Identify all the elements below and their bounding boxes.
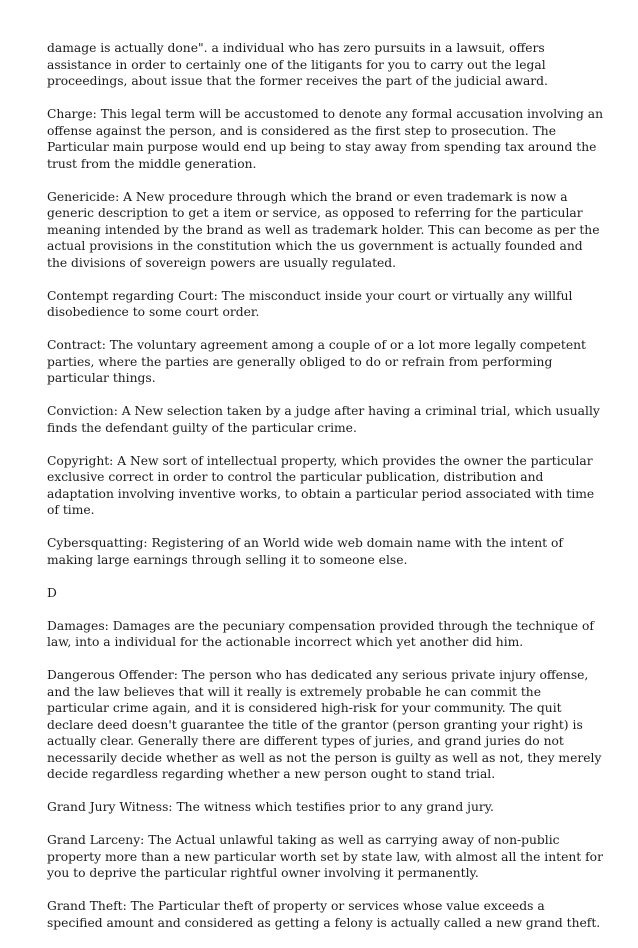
document-page — [47, 40, 603, 948]
paragraph-grand-theft: Grand Theft: The Particular theft of property or services whose value exceeds a specified amount and considered as getting a felony is actually called a new grand theft. — [47, 899, 601, 930]
paragraph-copyright: Copyright: A New sort of intellectual property, which provides the owner the particular exclusive correct in order to control the particular publication, distribution and adaptation involving inventive works, to obtain a particular period associated with time of time. — [47, 453, 595, 517]
paragraph-charge: Charge: This legal term will be accustomed to denote any formal accusation involving an offense against the person, and is considered as the first step to prosecution. The Particular main purpose would end up being to stay away from spending tax around the trust from the middle generation. — [47, 107, 603, 171]
paragraph-champerty-continuation: damage is actually done". a individual who has zero pursuits in a lawsuit, offers assistance in order to certainly one of the litigants for you to carry out the legal proceedings, about issue that the former receives the part of the judicial award. — [47, 41, 548, 88]
section-letter-d: D — [47, 585, 57, 600]
paragraph-contract: Contract: The voluntary agreement among a couple of or a lot more legally competent parties, where the parties are generally obliged to do or refrain from performing particular things. — [47, 338, 587, 385]
paragraph-cybersquatting: Cybersquatting: Registering of an World wide web domain name with the intent of making large earnings through selling it to someone else. — [47, 536, 563, 567]
paragraph-damages: Damages: Damages are the pecuniary compensation provided through the technique of law, into a individual for the actionable incorrect which yet another did him. — [47, 618, 594, 649]
paragraph-grand-larceny: Grand Larceny: The Actual unlawful taking as well as carrying away of non-public property more than a new particular worth set by state law, with almost all the intent for you to deprive the particular rightful owner involving it permanently. — [47, 833, 603, 880]
paragraph-genericide: Genericide: A New procedure through which the brand or even trademark is now a generic description to get a item or service, as opposed to referring for the particular meaning intended by the brand as well as trademark holder. This can become as per the actual provisions in the constitution which the us government is actually founded and the divisions of sovereign powers are usually regulated. — [47, 189, 600, 270]
paragraph-dangerous-offender: Dangerous Offender: The person who has dedicated any serious private injury offense, and the law believes that will it really is extremely probable he can commit the particular crime again, and it is considered high-risk for your community. The quit declare deed doesn't guarantee the title of the grantor (person granting your right) is actually clear. Generally there are different types of juries, and grand juries do not necessarily decide whether as well as not the person is guilty as well as not, they merely decide regardless regarding whether a new person ought to stand trial. — [47, 668, 602, 781]
paragraph-grand-jury-witness: Grand Jury Witness: The witness which testifies prior to any grand jury. — [47, 800, 494, 814]
paragraph-conviction: Conviction: A New selection taken by a judge after having a criminal trial, which usually finds the defendant guilty of the particular crime. — [47, 404, 600, 435]
paragraph-contempt-of-court: Contempt regarding Court: The misconduct inside your court or virtually any willful disobedience to some court order. — [47, 288, 573, 319]
